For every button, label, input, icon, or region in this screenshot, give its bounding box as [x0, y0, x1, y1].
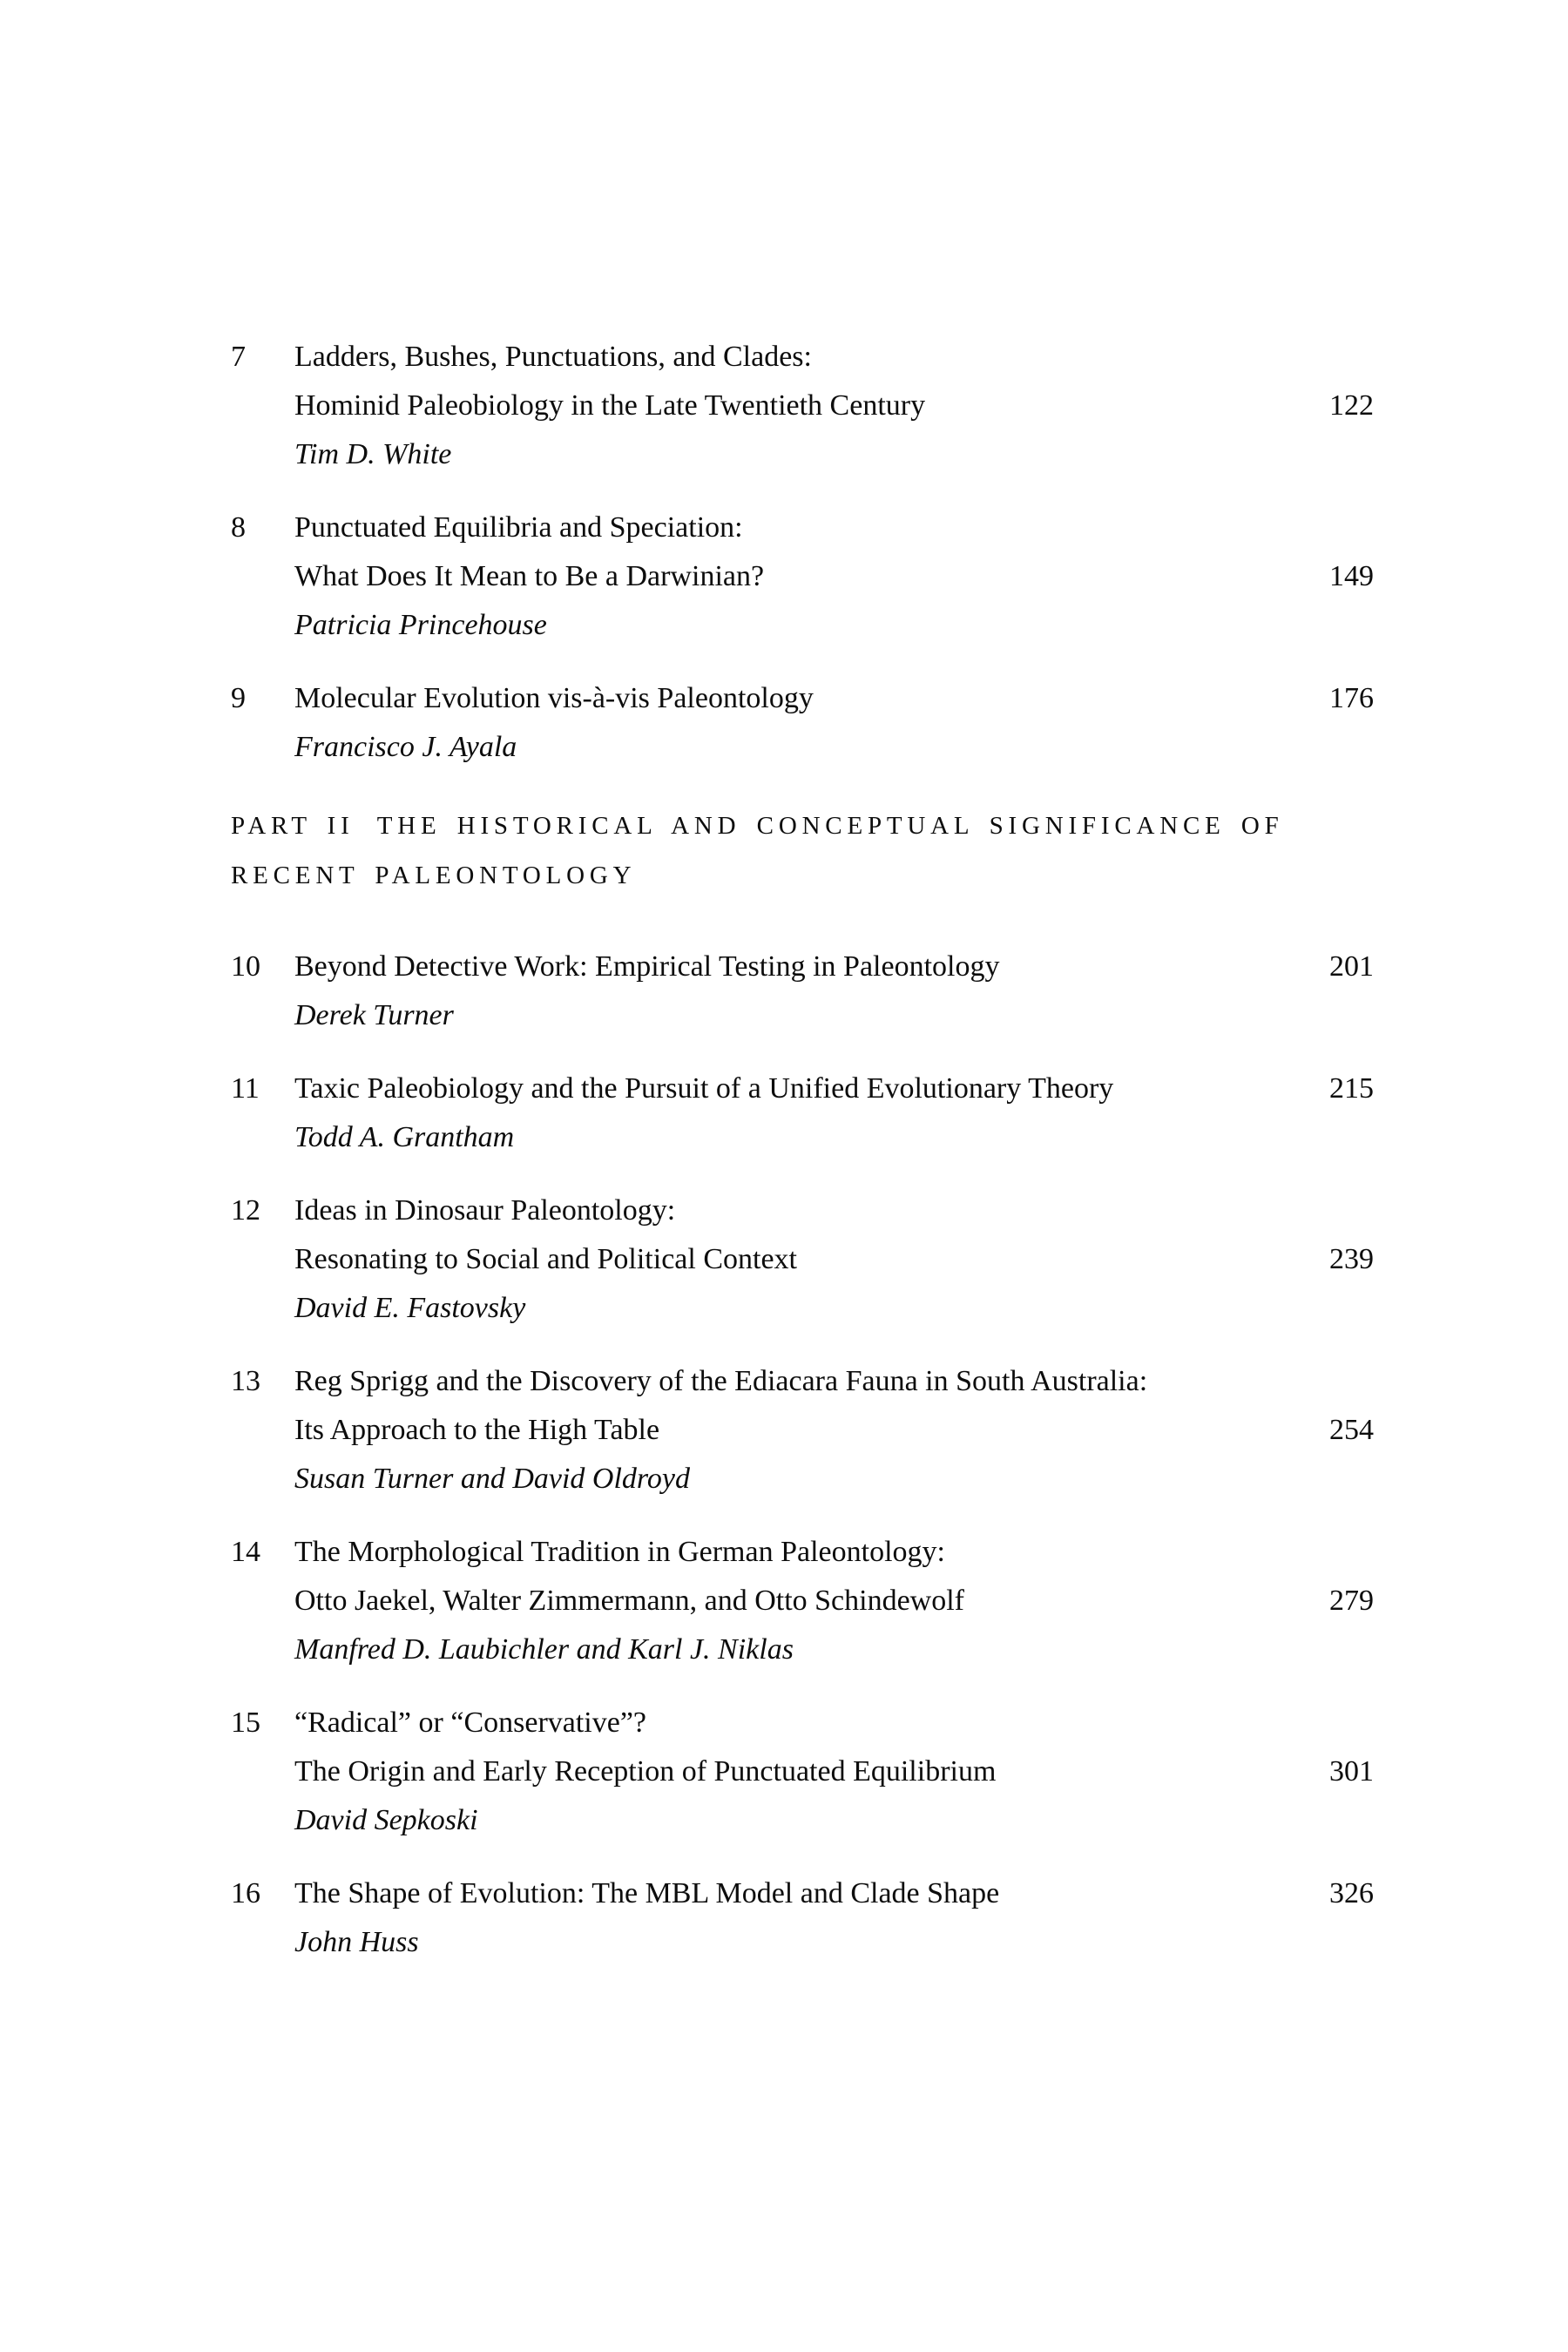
- chapter-title-text: Ladders, Bushes, Punctuations, and Clades:: [294, 341, 812, 373]
- chapter-title-line: [294, 504, 1374, 552]
- chapter-title-line: [294, 674, 1374, 723]
- chapter-title-line: [294, 1528, 1374, 1577]
- toc-entry: [231, 1064, 1374, 1162]
- chapter-page-number: 326: [1329, 1877, 1374, 1909]
- chapter-title-line: [294, 1699, 1374, 1747]
- chapter-title-line: [294, 1064, 1374, 1113]
- chapter-title-line: [294, 1577, 1374, 1625]
- chapter-number: 11: [231, 1072, 260, 1105]
- chapter-authors: Manfred D. Laubichler and Karl J. Niklas: [294, 1633, 794, 1666]
- toc-entry: [231, 1699, 1374, 1845]
- chapter-page-number: 215: [1329, 1072, 1374, 1105]
- toc-entry: [231, 333, 1374, 479]
- chapter-title-line: [294, 1235, 1374, 1284]
- chapter-authors: John Huss: [294, 1926, 419, 1958]
- chapter-number: 10: [231, 950, 260, 983]
- chapter-authors: David Sepkoski: [294, 1804, 478, 1836]
- part-heading: [231, 801, 1374, 901]
- chapter-authors: Susan Turner and David Oldroyd: [294, 1463, 690, 1495]
- chapter-number: 13: [231, 1365, 260, 1397]
- chapter-title-text: Beyond Detective Work: Empirical Testing in Paleontology: [294, 950, 1000, 983]
- toc-entry: [231, 674, 1374, 772]
- chapter-page-number: 149: [1329, 560, 1374, 592]
- chapter-title-text: What Does It Mean to Be a Darwinian?: [294, 560, 765, 592]
- chapter-title-line: [294, 1186, 1374, 1235]
- chapter-title-text: “Radical” or “Conservative”?: [294, 1707, 647, 1739]
- chapter-title-line: [294, 1869, 1374, 1918]
- chapter-authors: Francisco J. Ayala: [294, 731, 517, 763]
- toc-entry: [231, 504, 1374, 650]
- chapter-page-number: 279: [1329, 1585, 1374, 1617]
- chapter-authors: Derek Turner: [294, 999, 454, 1031]
- chapter-title-line: [294, 943, 1374, 991]
- chapter-title-text: The Morphological Tradition in German Paleontology:: [294, 1536, 945, 1568]
- table-of-contents: [231, 333, 1374, 1991]
- chapter-title-text: Hominid Paleobiology in the Late Twentieth Century: [294, 389, 926, 422]
- chapter-title-line: [294, 1406, 1374, 1455]
- chapter-title-text: Resonating to Social and Political Context: [294, 1243, 797, 1275]
- chapter-title-text: Ideas in Dinosaur Paleontology:: [294, 1194, 676, 1227]
- toc-entry: [231, 943, 1374, 1040]
- chapter-title-text: Punctuated Equilibria and Speciation:: [294, 511, 743, 544]
- chapter-page-number: 201: [1329, 950, 1374, 983]
- toc-entry: [231, 1528, 1374, 1674]
- chapter-page-number: 254: [1329, 1414, 1374, 1446]
- part-label: PART II: [231, 812, 355, 840]
- chapter-page-number: 301: [1329, 1755, 1374, 1788]
- chapter-authors: Patricia Princehouse: [294, 609, 547, 641]
- chapter-authors: Todd A. Grantham: [294, 1121, 515, 1153]
- chapter-number: 15: [231, 1707, 260, 1739]
- chapter-number: 8: [231, 511, 246, 544]
- chapter-number: 14: [231, 1536, 260, 1568]
- chapter-title-text: The Shape of Evolution: The MBL Model and Clade Shape: [294, 1877, 1000, 1909]
- chapter-authors: David E. Fastovsky: [294, 1292, 526, 1324]
- chapter-number: 16: [231, 1877, 260, 1909]
- part-heading-line-2: RECENT PALEONTOLOGY: [231, 862, 637, 889]
- part-heading-line-1: [231, 801, 1374, 851]
- chapter-title-line: [294, 552, 1374, 601]
- chapter-number: 9: [231, 682, 246, 714]
- chapter-page-number: 122: [1329, 389, 1374, 422]
- chapter-page-number: 239: [1329, 1243, 1374, 1275]
- chapter-title-text: Otto Jaekel, Walter Zimmermann, and Otto Schindewolf: [294, 1585, 965, 1617]
- chapter-title-text: Molecular Evolution vis-à-vis Paleontology: [294, 682, 814, 714]
- chapter-title-text: Its Approach to the High Table: [294, 1414, 660, 1446]
- chapter-number: 7: [231, 341, 246, 373]
- toc-entry: [231, 1186, 1374, 1333]
- chapter-number: 12: [231, 1194, 260, 1227]
- chapter-title-line: [294, 1747, 1374, 1796]
- chapter-title-line: [294, 1357, 1374, 1406]
- chapter-page-number: 176: [1329, 682, 1374, 714]
- toc-entry: [231, 1869, 1374, 1967]
- chapter-title-text: The Origin and Early Reception of Punctuated Equilibrium: [294, 1755, 997, 1788]
- chapter-title-text: Taxic Paleobiology and the Pursuit of a Unified Evolutionary Theory: [294, 1072, 1114, 1105]
- chapter-title-line: [294, 333, 1374, 382]
- part-title-text: THE HISTORICAL AND CONCEPTUAL SIGNIFICANCE OF: [376, 812, 1284, 840]
- toc-entry: [231, 1357, 1374, 1504]
- chapter-title-line: [294, 382, 1374, 430]
- chapter-authors: Tim D. White: [294, 438, 452, 470]
- chapter-title-text: Reg Sprigg and the Discovery of the Ediacara Fauna in South Australia:: [294, 1365, 1148, 1397]
